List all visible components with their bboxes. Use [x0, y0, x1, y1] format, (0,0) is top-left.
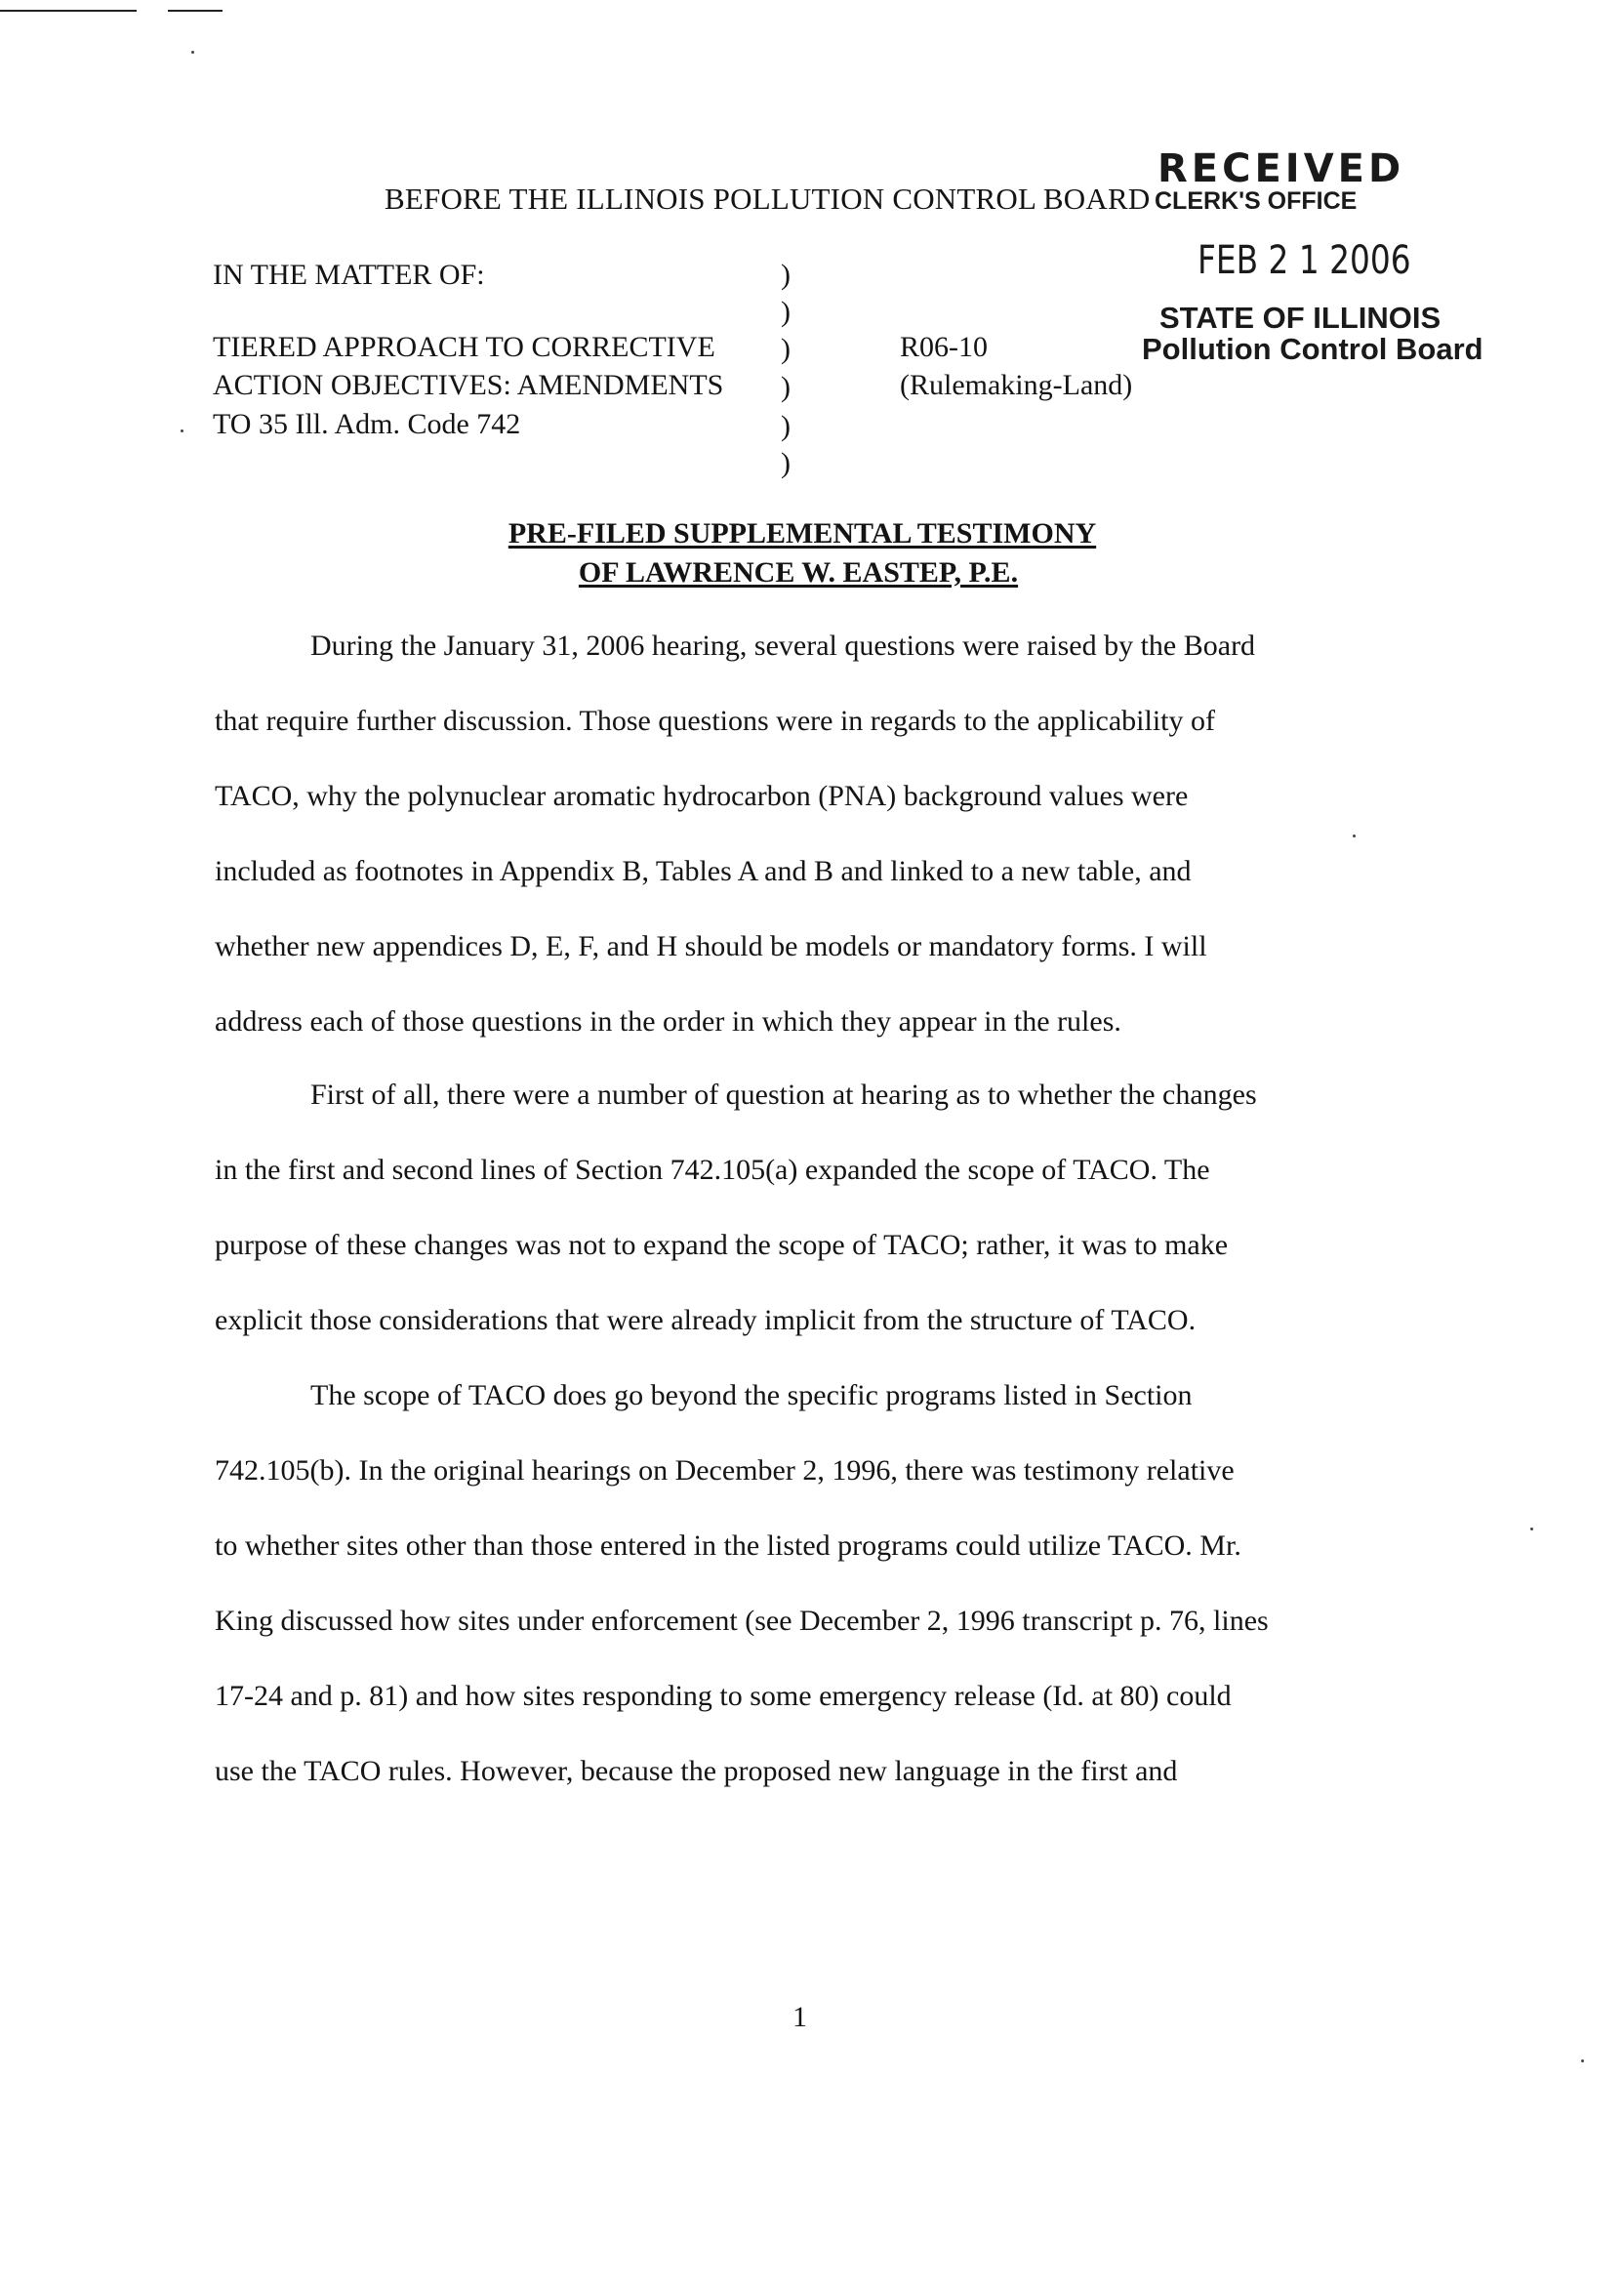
testimony-title: PRE-FILED SUPPLEMENTAL TESTIMONY [508, 517, 1097, 550]
body-line: The scope of TACO does go beyond the specific programs listed in Section [310, 1379, 1193, 1411]
page-number: 1 [792, 2001, 807, 2033]
received-stamp: RECEIVED [1157, 146, 1405, 191]
body-line: included as footnotes in Appendix B, Tables A and B and linked to a new table, and [215, 855, 1192, 887]
stamp-state: STATE OF ILLINOIS [1159, 301, 1441, 335]
body-line: 17-24 and p. 81) and how sites responding to some emergency release (Id. at 80) could [215, 1680, 1232, 1712]
scan-speck [191, 51, 194, 54]
body-line: TACO, why the polynuclear aromatic hydrocarbon (PNA) background values were [215, 780, 1189, 812]
body-line: During the January 31, 2006 hearing, several questions were raised by the Board [310, 630, 1256, 662]
caption-line-3: TO 35 Ill. Adm. Code 742 [213, 408, 521, 440]
body-line: whether new appendices D, E, F, and H should be models or mandatory forms. I will [215, 930, 1207, 962]
caption-matter: IN THE MATTER OF: [213, 259, 485, 291]
case-number: R06-10 [900, 331, 988, 363]
body-line: address each of those questions in the order in which they appear in the rules. [215, 1005, 1121, 1038]
stamp-date: FEB 2 1 2006 [1198, 238, 1411, 283]
caption-paren: ) [781, 447, 791, 479]
case-type: (Rulemaking-Land) [900, 369, 1133, 401]
scan-speck [1581, 2059, 1584, 2062]
scan-artifact-line [168, 10, 223, 12]
caption-paren: ) [781, 333, 791, 365]
body-line: explicit those considerations that were already implicit from the structure of TACO. [215, 1304, 1197, 1336]
caption-paren: ) [781, 410, 791, 442]
caption-paren: ) [781, 259, 791, 291]
body-line: to whether sites other than those entered in the listed programs could utilize TACO. Mr. [215, 1529, 1241, 1562]
body-line: 742.105(b). In the original hearings on December 2, 1996, there was testimony relative [215, 1454, 1235, 1487]
caption-paren: ) [781, 296, 791, 328]
document-heading: BEFORE THE ILLINOIS POLLUTION CONTROL BOARD [385, 182, 1151, 216]
caption-line-1: TIERED APPROACH TO CORRECTIVE [213, 331, 715, 363]
caption-line-2: ACTION OBJECTIVES: AMENDMENTS [213, 369, 724, 401]
caption-paren: ) [781, 371, 791, 403]
scan-speck [181, 429, 183, 432]
stamp-board: Pollution Control Board [1142, 332, 1483, 366]
body-line: purpose of these changes was not to expand the scope of TACO; rather, it was to make [215, 1229, 1229, 1261]
body-line: that require further discussion. Those questions were in regards to the applicability of [215, 705, 1216, 737]
scan-speck [1530, 1528, 1533, 1530]
body-line: in the first and second lines of Section 742.105(a) expanded the scope of TACO. The [215, 1154, 1210, 1186]
body-line: First of all, there were a number of question at hearing as to whether the changes [310, 1079, 1257, 1111]
scan-speck [1353, 835, 1356, 837]
body-line: use the TACO rules. However, because the proposed new language in the first and [215, 1755, 1178, 1787]
clerks-office-stamp: CLERK'S OFFICE [1155, 187, 1358, 215]
testimony-author: OF LAWRENCE W. EASTEP, P.E. [578, 556, 1019, 589]
body-line: King discussed how sites under enforcement (see December 2, 1996 transcript p. 76, lines [215, 1605, 1269, 1637]
scan-artifact-line [0, 10, 137, 12]
